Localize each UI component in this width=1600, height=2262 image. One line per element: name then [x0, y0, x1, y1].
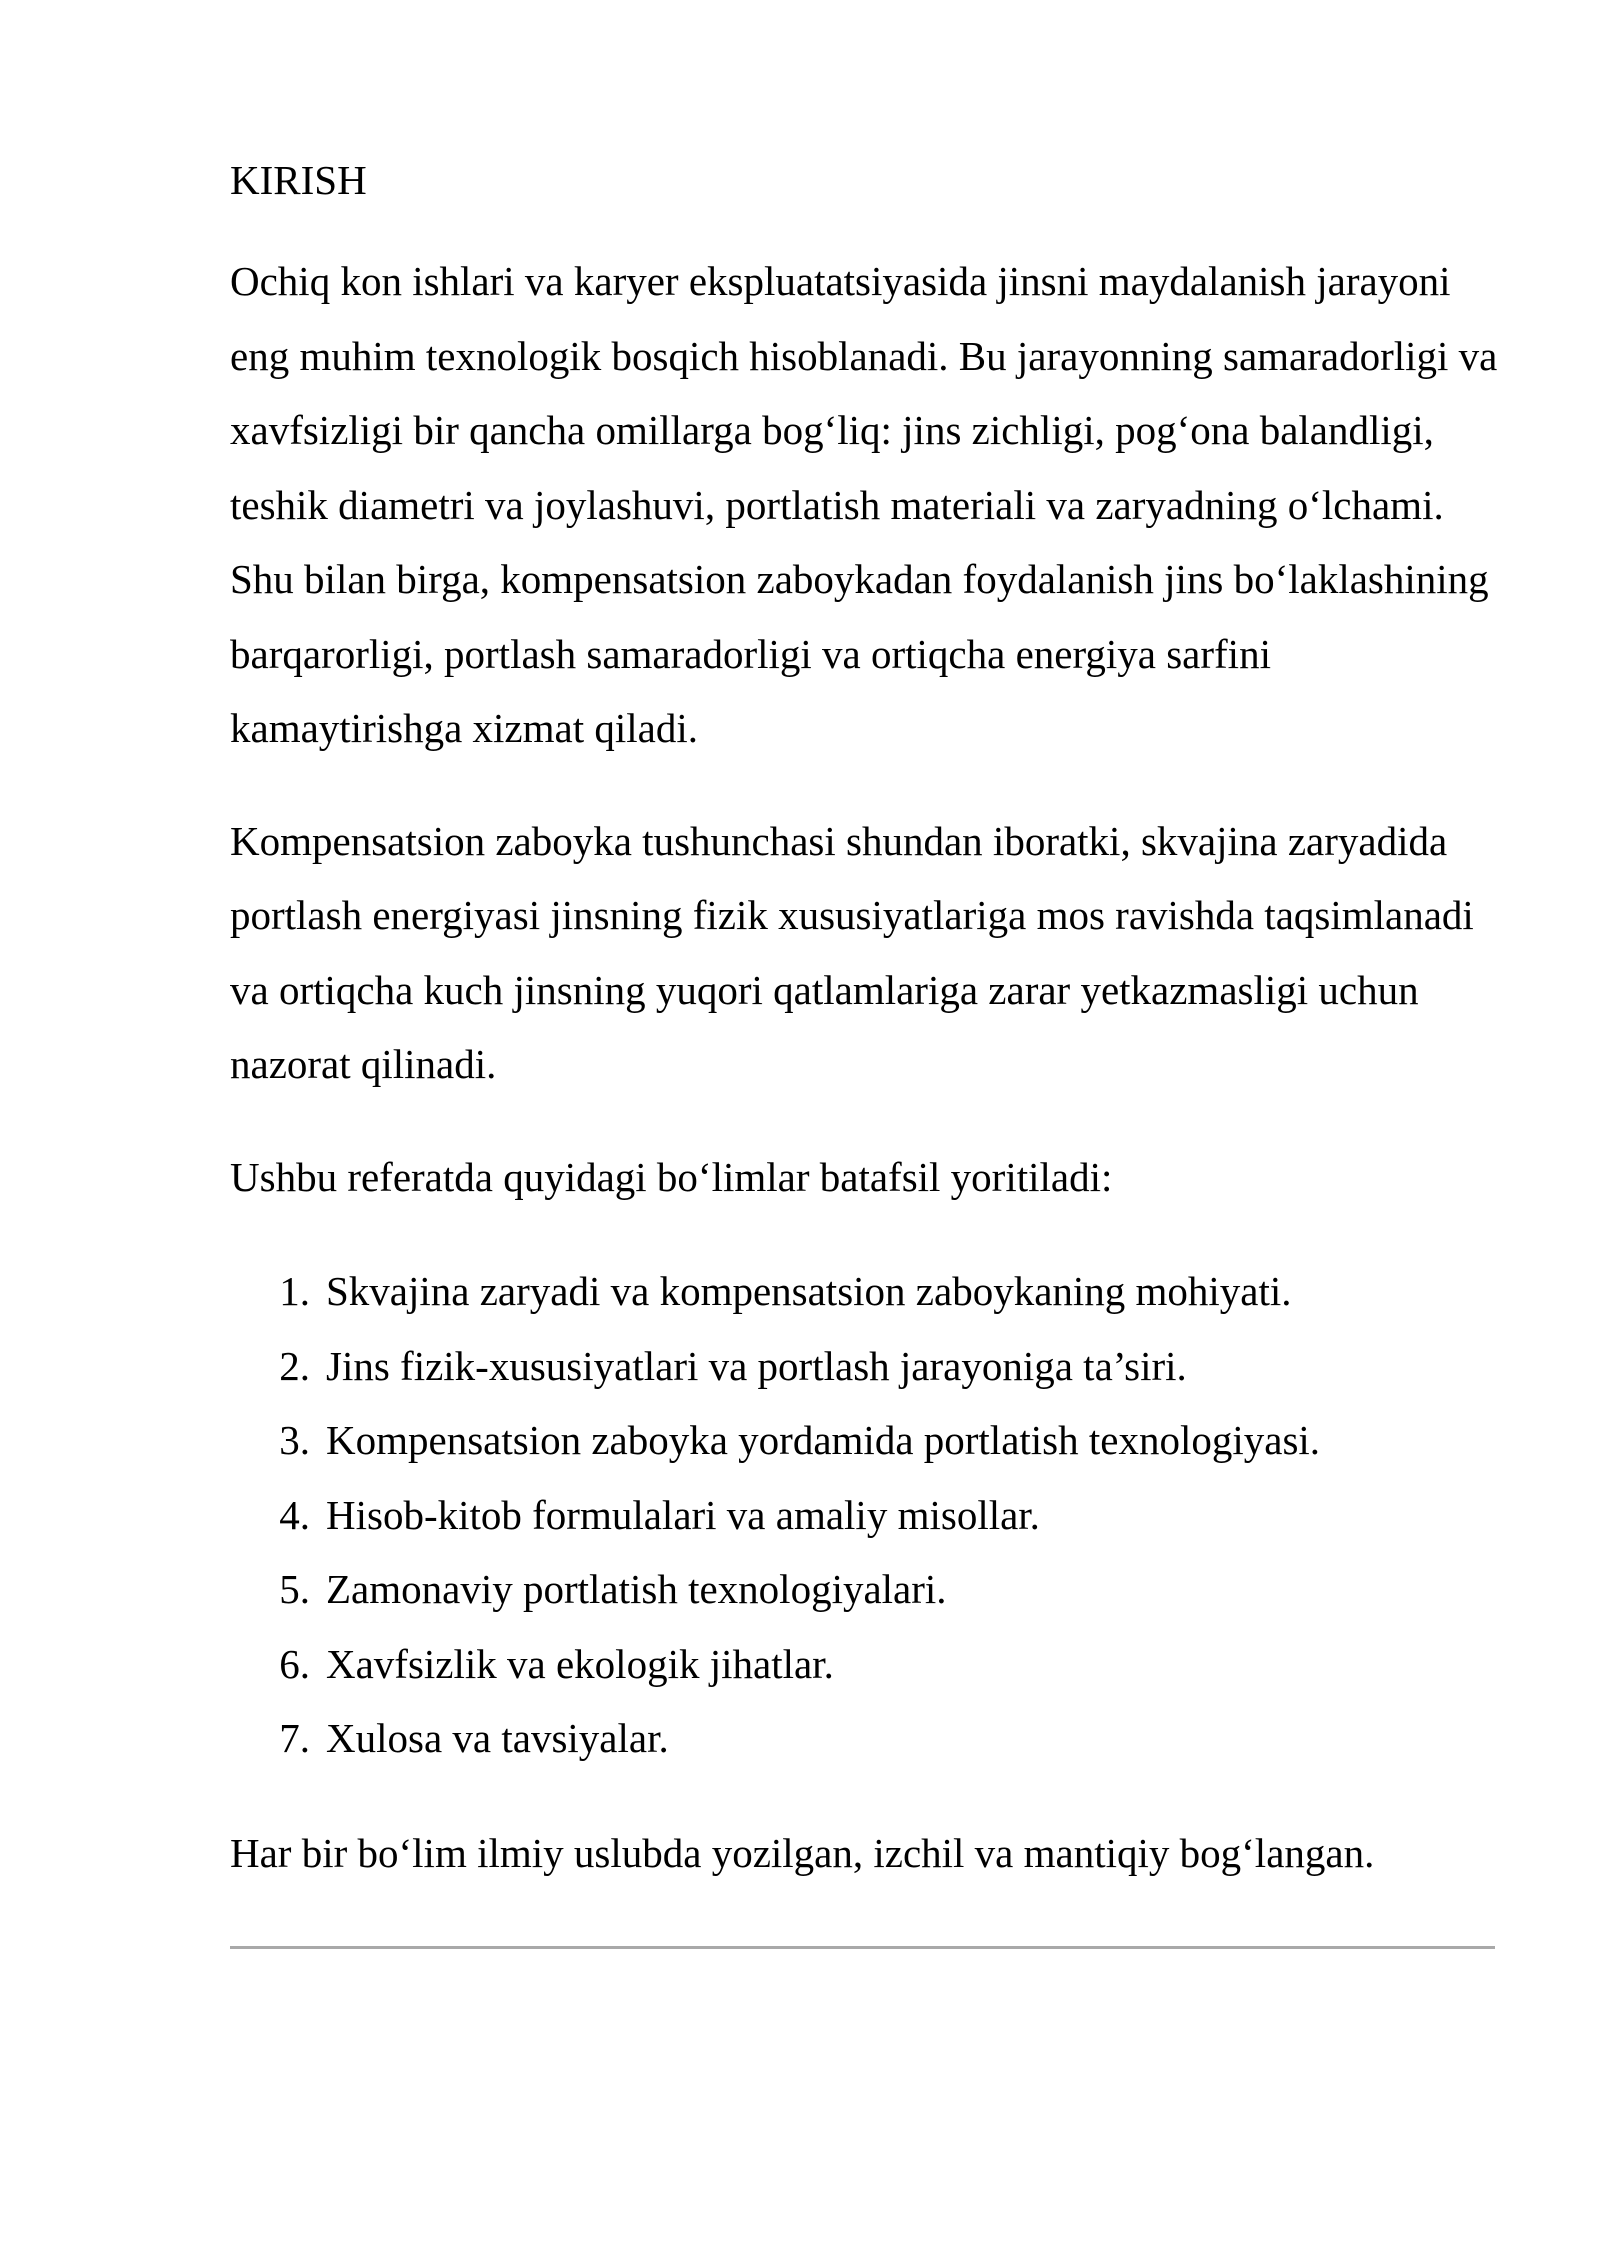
list-item-text: Xavfsizlik va ekologik jihatlar.	[326, 1640, 834, 1687]
list-item-number: 7.	[279, 1715, 310, 1761]
list-item-number: 3.	[279, 1417, 310, 1463]
list-intro-paragraph: Ushbu referatda quyidagi bo‘limlar batafsil yoritiladi:	[230, 1153, 1113, 1200]
closing-paragraph: Har bir bo‘lim ilmiy uslubda yozilgan, izchil va mantiqiy bog‘langan.	[230, 1829, 1375, 1876]
list-item-text: Jins fizik-xususiyatlari va portlash jarayoniga ta’siri.	[326, 1342, 1187, 1389]
section-heading: KIRISH	[230, 157, 367, 203]
document-body	[230, 150, 1500, 1890]
list-item-text: Xulosa va tavsiyalar.	[326, 1715, 669, 1761]
list-item-number: 5.	[279, 1566, 310, 1612]
list-item-text: Hisob-kitob formulalari va amaliy misollar.	[326, 1491, 1040, 1538]
list-item-text: Skvajina zaryadi va kompensatsion zaboykaning mohiyati.	[326, 1268, 1292, 1314]
list-item-number: 2.	[279, 1342, 310, 1389]
list-item	[230, 1627, 1500, 1702]
list-item	[230, 1701, 1500, 1776]
concept-paragraph: Kompensatsion zaboyka tushunchasi shundan iboratki, skvajina zaryadida portlash energiyasi jinsning fizik xususiyatlariga mos ravishda taqsimlanadi va ortiqcha kuch jinsning yuqori qatlamlariga zarar yetkazmasligi uchun nazorat qilinadi.	[230, 817, 1474, 1087]
intro-paragraph: Ochiq kon ishlari va karyer ekspluatatsiyasida jinsni maydalanish jarayoni eng muhim texnologik bosqich hisoblanadi. Bu jarayonning samaradorligi va xavfsizligi bir qancha omillarga bog‘liq: jins zichligi, pog‘ona balandligi, teshik diametri va joylashuvi, portlatish materiali va zaryadning o‘lchami. Shu bilan birga, kompensatsion zaboykadan foydalanish jins bo‘laklashining barqarorligi, portlash samaradorligi va ortiqcha energiya sarfini kamaytirishga xizmat qiladi.	[230, 258, 1498, 751]
horizontal-divider	[230, 1946, 1495, 1949]
list-item-text: Kompensatsion zaboyka yordamida portlatish texnologiyasi.	[326, 1417, 1321, 1463]
list-item-number: 1.	[279, 1268, 310, 1314]
list-item-text: Zamonaviy portlatish texnologiyalari.	[326, 1566, 947, 1612]
list-item	[230, 1478, 1500, 1553]
sections-list	[230, 1254, 1500, 1776]
list-item-number: 4.	[279, 1491, 310, 1538]
list-item	[230, 1403, 1500, 1478]
list-item	[230, 1329, 1500, 1404]
list-item-number: 6.	[279, 1640, 310, 1687]
list-item	[230, 1254, 1500, 1329]
list-item	[230, 1552, 1500, 1627]
